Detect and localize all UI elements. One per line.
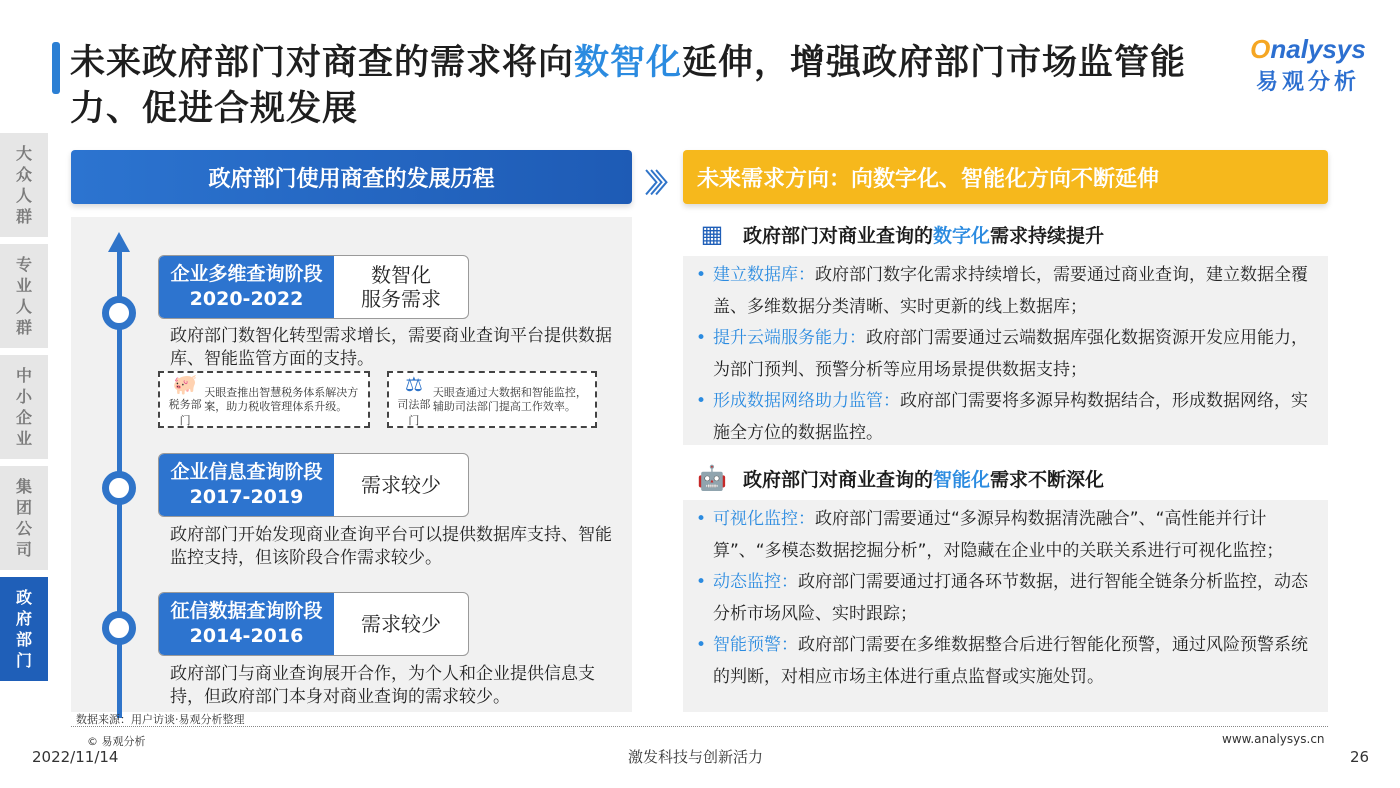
list-item bbox=[693, 567, 1312, 630]
list-item bbox=[693, 386, 1312, 449]
section-title-pre: 政府部门对商业查询的 bbox=[743, 224, 934, 247]
section-body-intelligent bbox=[683, 500, 1328, 712]
section-body-digital bbox=[683, 256, 1328, 445]
report-date: 2022/11/14 bbox=[32, 748, 119, 766]
stage-card-2017 bbox=[158, 453, 469, 517]
timeline-arrow-icon bbox=[108, 232, 130, 252]
side-tab-label: 专业人群 bbox=[15, 255, 32, 337]
robot-icon: 🤖 bbox=[697, 464, 727, 492]
section-title-post: 需求持续提升 bbox=[990, 224, 1105, 247]
stage-need-line1: 需求较少 bbox=[361, 612, 441, 636]
case-card-tax bbox=[158, 371, 370, 428]
logo-text-cn: 易观分析 bbox=[1255, 70, 1360, 95]
list-item bbox=[693, 504, 1312, 567]
stage-card-2014 bbox=[158, 592, 469, 656]
side-tab-label: 集团公司 bbox=[15, 477, 32, 559]
item-key: 形成数据网络助力监管： bbox=[713, 391, 900, 411]
item-text: 政府部门需要通过“多源异构数据清洗融合”、“高性能并行计算”、“多模态数据挖掘分析”，对隐藏在企业中的关联关系进行可视化监控； bbox=[713, 509, 1284, 561]
section-title-highlight: 数字化 bbox=[933, 224, 991, 247]
title-part-2: 延伸，增强政府部门市场监管能力、促进合规发展 bbox=[70, 43, 1187, 129]
data-source: 数据来源：用户访谈·易观分析整理 bbox=[76, 713, 245, 726]
footer-divider bbox=[71, 726, 1328, 727]
chevron-right-icon: 〉〉〉 bbox=[645, 169, 674, 199]
left-panel-heading: 政府部门使用商查的发展历程 bbox=[71, 150, 632, 204]
stage-years: 2014-2016 bbox=[189, 625, 304, 647]
title-part-1: 未来政府部门对商查的需求将向 bbox=[70, 43, 575, 83]
item-text: 政府部门需要通过打通各环节数据，进行智能全链条分析监控，动态分析市场风险、实时跟踪； bbox=[713, 572, 1308, 624]
item-key: 动态监控： bbox=[713, 572, 798, 592]
item-key: 可视化监控： bbox=[713, 509, 815, 529]
side-tab-label: 大众人群 bbox=[15, 144, 32, 226]
stage-description: 政府部门与商业查询展开合作，为个人和企业提供信息支持，但政府部门本身对商业查询的需求较少。 bbox=[170, 664, 595, 707]
case-label: 司法部门 bbox=[397, 397, 431, 427]
stage-description: 政府部门数智化转型需求增长，需要商业查询平台提供数据库、智能监管方面的支持。 bbox=[170, 326, 612, 369]
piggy-bank-icon: 🐖 bbox=[172, 371, 198, 396]
item-key: 智能预警： bbox=[713, 635, 798, 655]
side-tab-smes[interactable] bbox=[0, 355, 48, 459]
timeline-node bbox=[102, 296, 136, 330]
case-label: 税务部门 bbox=[168, 397, 202, 427]
chip-icon: ▦ bbox=[700, 220, 724, 248]
stage-need-line1: 需求较少 bbox=[361, 473, 441, 497]
item-key: 提升云端服务能力： bbox=[713, 328, 866, 348]
case-card-judicial bbox=[387, 371, 597, 428]
brand-logo bbox=[1238, 34, 1378, 96]
timeline-node bbox=[102, 611, 136, 645]
section-title-pre: 政府部门对商业查询的 bbox=[743, 468, 934, 491]
item-text: 政府部门需要通过云端数据库强化数据资源开发应用能力，为部门预判、预警分析等应用场景提供数据支持； bbox=[713, 328, 1308, 380]
title-accent-bar bbox=[52, 42, 60, 94]
right-panel-heading: 未来需求方向：向数字化、智能化方向不断延伸 bbox=[683, 150, 1328, 204]
stage-name: 征信数据查询阶段 bbox=[170, 600, 323, 622]
side-tab-government[interactable] bbox=[0, 577, 48, 681]
item-text: 政府部门数字化需求持续增长，需要通过商业查询，建立数据全覆盖、多维数据分类清晰、实时更新的线上数据库； bbox=[713, 265, 1308, 317]
item-text: 政府部门需要将多源异构数据结合，形成数据网络，实施全方位的数据监控。 bbox=[713, 391, 1308, 443]
side-tab-professionals[interactable] bbox=[0, 244, 48, 348]
case-text: 天眼查推出智慧税务体系解决方案，助力税收管理体系升级。 bbox=[204, 385, 359, 413]
case-text: 天眼查通过大数据和智能监控，辅助司法部门提高工作效率。 bbox=[432, 385, 587, 413]
website-link[interactable]: www.analysys.cn bbox=[1222, 732, 1325, 746]
section-title-digital bbox=[695, 219, 1104, 249]
section-title-intelligent bbox=[695, 463, 1104, 493]
item-text: 政府部门需要在多维数据整合后进行智能化预警，通过风险预警系统的判断，对相应市场主体进行重点监督或实施处罚。 bbox=[713, 635, 1308, 687]
footer-slogan: 激发科技与创新活力 bbox=[628, 748, 764, 766]
side-tab-groups[interactable] bbox=[0, 466, 48, 570]
item-key: 建立数据库： bbox=[713, 265, 815, 285]
side-tab-label: 中小企业 bbox=[15, 366, 32, 448]
list-item bbox=[693, 323, 1312, 386]
stage-card-2020 bbox=[158, 255, 469, 319]
section-title-highlight: 智能化 bbox=[933, 468, 991, 491]
stage-years: 2020-2022 bbox=[189, 288, 304, 310]
list-item bbox=[693, 630, 1312, 693]
stage-name: 企业多维查询阶段 bbox=[170, 263, 323, 285]
title-highlight: 数智化 bbox=[574, 43, 683, 83]
copyright: © 易观分析 bbox=[87, 735, 146, 748]
page-number: 26 bbox=[1350, 748, 1370, 766]
side-tab-label: 政府部门 bbox=[15, 588, 32, 670]
stage-description: 政府部门开始发现商业查询平台可以提供数据库支持、智能监控支持，但该阶段合作需求较少。 bbox=[170, 525, 612, 568]
scales-icon: ⚖ bbox=[404, 371, 423, 396]
page-title bbox=[70, 40, 1220, 132]
stage-need-line1: 数智化 bbox=[371, 263, 431, 287]
stage-need-line2: 服务需求 bbox=[361, 287, 441, 311]
stage-name: 企业信息查询阶段 bbox=[170, 461, 323, 483]
list-item bbox=[693, 260, 1312, 323]
timeline-node bbox=[102, 471, 136, 505]
stage-years: 2017-2019 bbox=[189, 486, 304, 508]
logo-swoosh-icon: O bbox=[1250, 34, 1271, 64]
section-title-post: 需求不断深化 bbox=[990, 468, 1105, 491]
logo-text-en: nalysys bbox=[1270, 34, 1366, 64]
side-tab-mass-users[interactable] bbox=[0, 133, 48, 237]
